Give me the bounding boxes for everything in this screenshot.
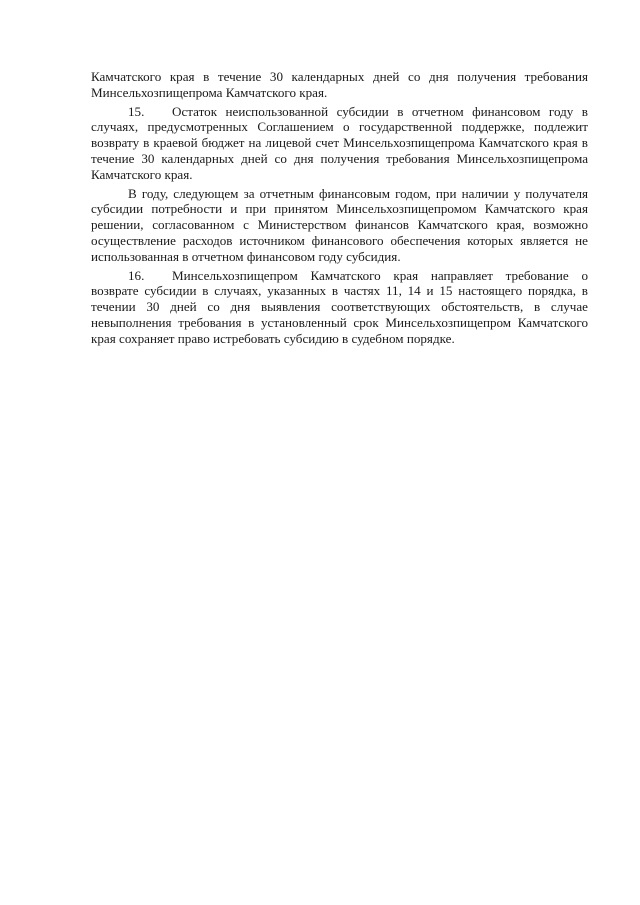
paragraph-text: В году, следующем за отчетным финансовым годом, при наличии у получателя субсидии потребности и при принятом Минсельхозпищепромом Камчатского края решении, согласованном с Министерством финансов Камчатского края, возможно осуществление расходов источником финансового обеспечения которых является не использованная в отчетном финансовом году субсидия.: [91, 185, 588, 264]
paragraph-text: Камчатского края в течение 30 календарных дней со дня получения требования Минсельхозпищепрома Камчатского края.: [91, 69, 588, 100]
paragraph-text: Минсельхозпищепром Камчатского края направляет требование о возврате субсидии в случаях, указанных в частях 11, 14 и 15 настоящего порядка, в течении 30 дней со дня выявления соответствующих обстоятельств, в случае невыполнения требования в установленный срок Минсельхозпищепром Камчатского края сохраняет право истребовать субсидию в судебном порядке.: [91, 267, 588, 346]
paragraph-number: 16.: [128, 267, 145, 283]
document-page: [91, 69, 588, 350]
paragraph-continuation: [91, 69, 588, 101]
paragraph-text: Остаток неиспользованной субсидии в отчетном финансовом году в случаях, предусмотренных Соглашением о государственной поддержке, подлежит возврату в краевой бюджет на лицевой счет Минсельхозпищепрома Камчатского края в течение 30 календарных дней со дня получения требования Минсельхозпищепрома Камчатского края.: [91, 103, 588, 182]
paragraph-16: [91, 268, 588, 347]
paragraph-next-year: [91, 186, 588, 265]
paragraph-number: 15.: [128, 103, 145, 119]
paragraph-15: [91, 104, 588, 183]
